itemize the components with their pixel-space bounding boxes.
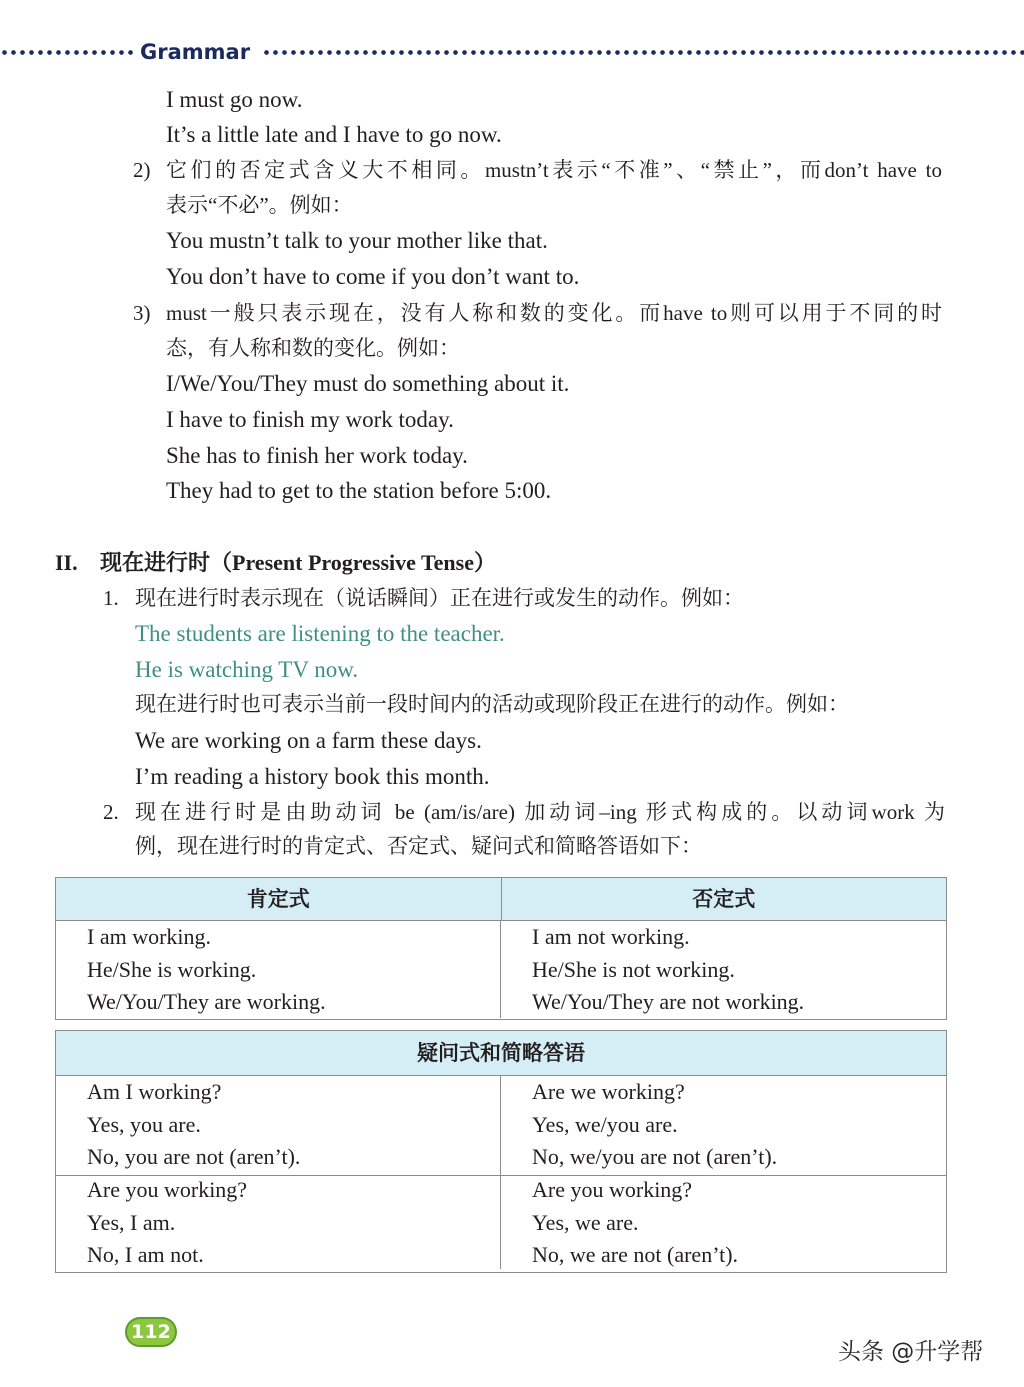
- table-cell: Yes, I am.: [87, 1209, 176, 1235]
- explanation-line: 现在进行时是由助动词 be (am/is/are) 加动词–ing 形式构成的。以动词work 为: [135, 800, 945, 824]
- table-cell: No, we are not (aren’t).: [532, 1242, 739, 1267]
- example-sentence: I’m reading a history book this month.: [135, 764, 490, 789]
- negative-column: [500, 921, 945, 1018]
- table-cell: Yes, we are.: [532, 1209, 639, 1235]
- forms-table: [55, 877, 947, 1020]
- point-number: 2): [133, 158, 151, 182]
- example-sentence: We are working on a farm these days.: [135, 728, 482, 753]
- table-header-questions: 疑问式和简略答语: [417, 1041, 585, 1065]
- point-number: 3): [133, 301, 151, 325]
- explanation-line: 例，现在进行时的肯定式、否定式、疑问式和简略答语如下：: [135, 834, 702, 858]
- example-sentence: You mustn’t talk to your mother like that.: [166, 228, 548, 253]
- explanation-line: 表示“不必”。例如：: [166, 193, 353, 217]
- section-number: II.: [55, 550, 78, 575]
- table-row-group: [56, 1076, 946, 1176]
- example-sentence: I/We/You/They must do something about it.: [166, 371, 570, 396]
- header-dots-left: [0, 48, 133, 57]
- table-cell: He/She is working.: [87, 956, 257, 982]
- table-cell: He/She is not working.: [532, 956, 735, 982]
- point-number: 1.: [103, 586, 119, 610]
- table-cell: Are we working?: [532, 1079, 685, 1104]
- affirmative-column: [56, 921, 500, 1018]
- table-cell: I am not working.: [532, 924, 690, 949]
- table-cell: Are you working?: [532, 1177, 693, 1202]
- table-header-affirmative: 肯定式: [246, 887, 310, 911]
- question-column-right: [500, 1076, 945, 1175]
- table-header-row: [56, 878, 946, 921]
- explanation-line: must一般只表示现在，没有人称和数的变化。而have to则可以用于不同的时: [166, 301, 942, 325]
- point-number: 2.: [103, 800, 119, 824]
- question-column-left: [56, 1076, 500, 1175]
- explanation-line: 现在进行时也可表示当前一段时间内的活动或现阶段正在进行的动作。例如：: [135, 692, 849, 716]
- question-column-right: [500, 1176, 945, 1269]
- table-cell: No, I am not.: [87, 1242, 204, 1267]
- highlighted-example-sentence: He is watching TV now.: [135, 657, 359, 682]
- example-sentence: They had to get to the station before 5:00.: [166, 478, 552, 503]
- running-header-title: Grammar: [140, 40, 251, 64]
- example-sentence: You don’t have to come if you don’t want to.: [166, 264, 580, 289]
- highlighted-example-sentence: The students are listening to the teacher.: [135, 621, 505, 646]
- example-sentence: It’s a little late and I have to go now.: [166, 122, 502, 147]
- table-cell: We/You/They are not working.: [532, 989, 805, 1014]
- questions-table: [55, 1030, 947, 1273]
- example-sentence: I have to finish my work today.: [166, 407, 454, 432]
- table-body: [56, 921, 946, 1018]
- table-row-group: [56, 1176, 946, 1269]
- page-number-badge: 112: [125, 1317, 177, 1347]
- table-cell: I am working.: [87, 924, 212, 949]
- question-column-left: [56, 1176, 500, 1269]
- table-cell: No, we/you are not (aren’t).: [532, 1144, 778, 1169]
- explanation-line: 态，有人称和数的变化。例如：: [166, 336, 460, 360]
- section-heading: 现在进行时（Present Progressive Tense）: [100, 550, 496, 575]
- table-cell: Am I working?: [87, 1079, 222, 1104]
- table-cell: No, you are not (aren’t).: [87, 1144, 301, 1169]
- table-cell: We/You/They are working.: [87, 989, 326, 1014]
- table-cell: Yes, we/you are.: [532, 1111, 678, 1137]
- header-dots-right: [262, 48, 1024, 57]
- explanation-line: 它们的否定式含义大不相同。mustn’t表示“不准”、“禁止”，而don’t have to: [166, 158, 942, 182]
- example-sentence: I must go now.: [166, 87, 303, 112]
- table-cell: Yes, you are.: [87, 1111, 201, 1137]
- table-cell: Are you working?: [87, 1177, 248, 1202]
- explanation-line: 现在进行时表示现在（说话瞬间）正在进行或发生的动作。例如：: [135, 586, 744, 610]
- example-sentence: She has to finish her work today.: [166, 443, 468, 468]
- watermark: 头条 @升学帮: [838, 1339, 984, 1365]
- table-header-row: [56, 1031, 946, 1076]
- table-header-negative: 否定式: [501, 878, 947, 920]
